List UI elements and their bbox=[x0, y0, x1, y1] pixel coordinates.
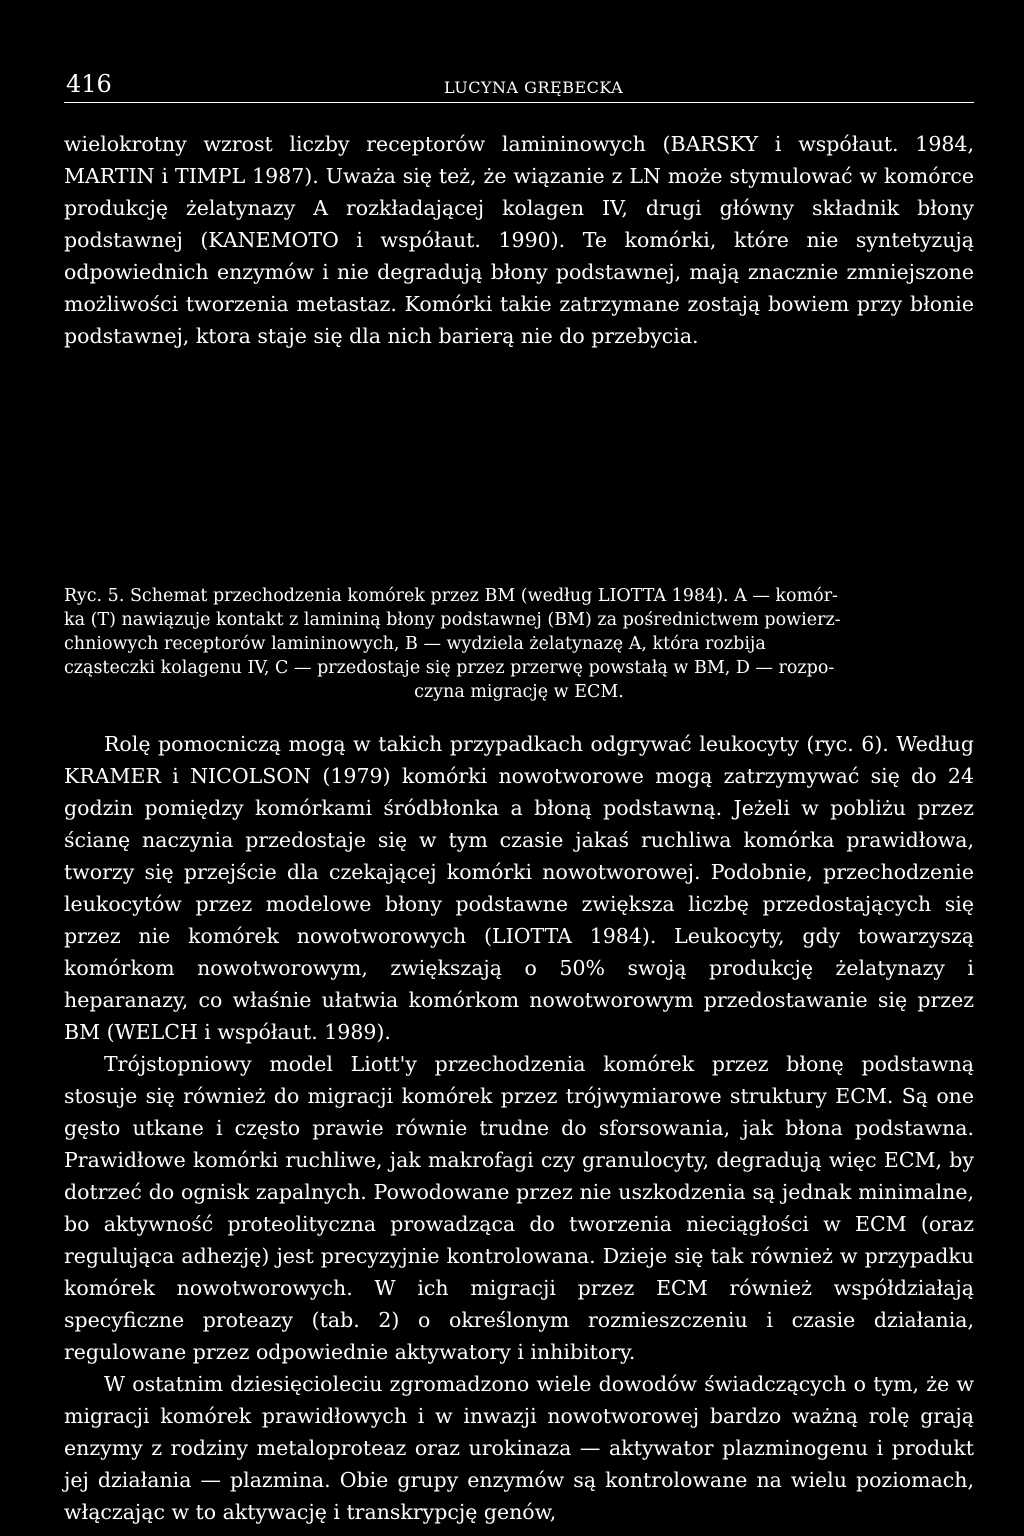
body-text bbox=[64, 728, 974, 1528]
page-number: 416 bbox=[66, 70, 112, 98]
body-paragraph: Rolę pomocniczą mogą w takich przypadkach odgrywać leukocyty (ryc. 6). Według KRAMER i NICOLSON (1979) komórki nowotworowe mogą zatrzymywać się do 24 godzin pomiędzy komórkami śródbłonka a błoną podstawną. Jeżeli w pobliżu przez ścianę naczynia przedostaje się w tym czasie jakaś ruchliwa komórka prawidłowa, tworzy się przejście dla czekającej komórki nowotworowej. Podobnie, przechodzenie leukocytów przez modelowe błony podstawne zwiększa liczbę przedostających się przez nie komórek nowotworowych (LIOTTA 1984). Leukocyty, gdy towarzyszą komórkom nowotworowym, zwiększają o 50% swoją produkcję żelatynazy i heparanazy, co właśnie ułatwia komórkom nowotworowym przedostawanie się przez BM (WELCH i współaut. 1989). bbox=[64, 732, 974, 1044]
body-paragraph: W ostatnim dziesięcioleciu zgromadzono wiele dowodów świadczących o tym, że w migracji komórek prawidłowych i w inwazji nowotworowej bardzo ważną rolę grają enzymy z rodziny metaloproteaz oraz urokinaza — aktywator plazminogenu i produkt jej działania — plazmina. Obie grupy enzymów są kontrolowane na wielu poziomach, włączając w to aktywację i transkrypcję genów, bbox=[64, 1372, 974, 1524]
figure-placeholder bbox=[64, 380, 974, 580]
page-header bbox=[64, 70, 974, 103]
caption-line: ka (T) nawiązuje kontakt z lamininą błony podstawnej (BM) za pośrednictwem powierz- bbox=[64, 610, 841, 630]
figure-caption bbox=[64, 584, 974, 704]
caption-line: czyna migrację w ECM. bbox=[414, 682, 624, 702]
paragraph-intro-text: wielokrotny wzrost liczby receptorów lamininowych (BARSKY i współaut. 1984, MARTIN i TIMPL 1987). Uważa się też, że wiązanie z LN może stymulować w komórce produkcję żelatynazy A rozkładającej kolagen IV, drugi główny składnik błony podstawnej (KANEMOTO i współaut. 1990). Te komórki, które nie syntetyzują odpowiednich enzymów i nie degradują błony podstawnej, mają znacznie zmniejszone możliwości tworzenia metastaz. Komórki takie zatrzymane zostają bowiem przy błonie podstawnej, ktora staje się dla nich barierą nie do przebycia. bbox=[64, 132, 974, 348]
caption-line: Ryc. 5. Schemat przechodzenia komórek przez BM (według LIOTTA 1984). A — komór- bbox=[64, 586, 838, 606]
body-paragraph: Trójstopniowy model Liott'y przechodzenia komórek przez błonę podstawną stosuje się również do migracji komórek przez trójwymiarowe struktury ECM. Są one gęsto utkane i często prawie równie trudne do sforsowania, jak błona podstawna. Prawidłowe komórki ruchliwe, jak makrofagi czy granulocyty, degradują więc ECM, by dotrzeć do ognisk zapalnych. Powodowane przez nie uszkodzenia są jednak minimalne, bo aktywność proteolityczna prowadząca do tworzenia nieciągłości w ECM (oraz regulująca adhezję) jest precyzyjnie kontrolowana. Dzieje się tak również w przypadku komórek nowotworowych. W ich migracji przez ECM również współdziałają specyficzne proteazy (tab. 2) o określonym rozmieszczeniu i czasie działania, regulowane przez odpowiednie aktywatory i inhibitory. bbox=[64, 1052, 974, 1364]
paragraph-intro bbox=[64, 128, 974, 352]
running-head: LUCYNA GRĘBECKA bbox=[444, 78, 624, 97]
caption-line: cząsteczki kolagenu IV, C — przedostaje się przez przerwę powstałą w BM, D — rozpo- bbox=[64, 658, 835, 678]
caption-line: chniowych receptorów lamininowych, B — wydziela żelatynazę A, która rozbija bbox=[64, 634, 766, 654]
